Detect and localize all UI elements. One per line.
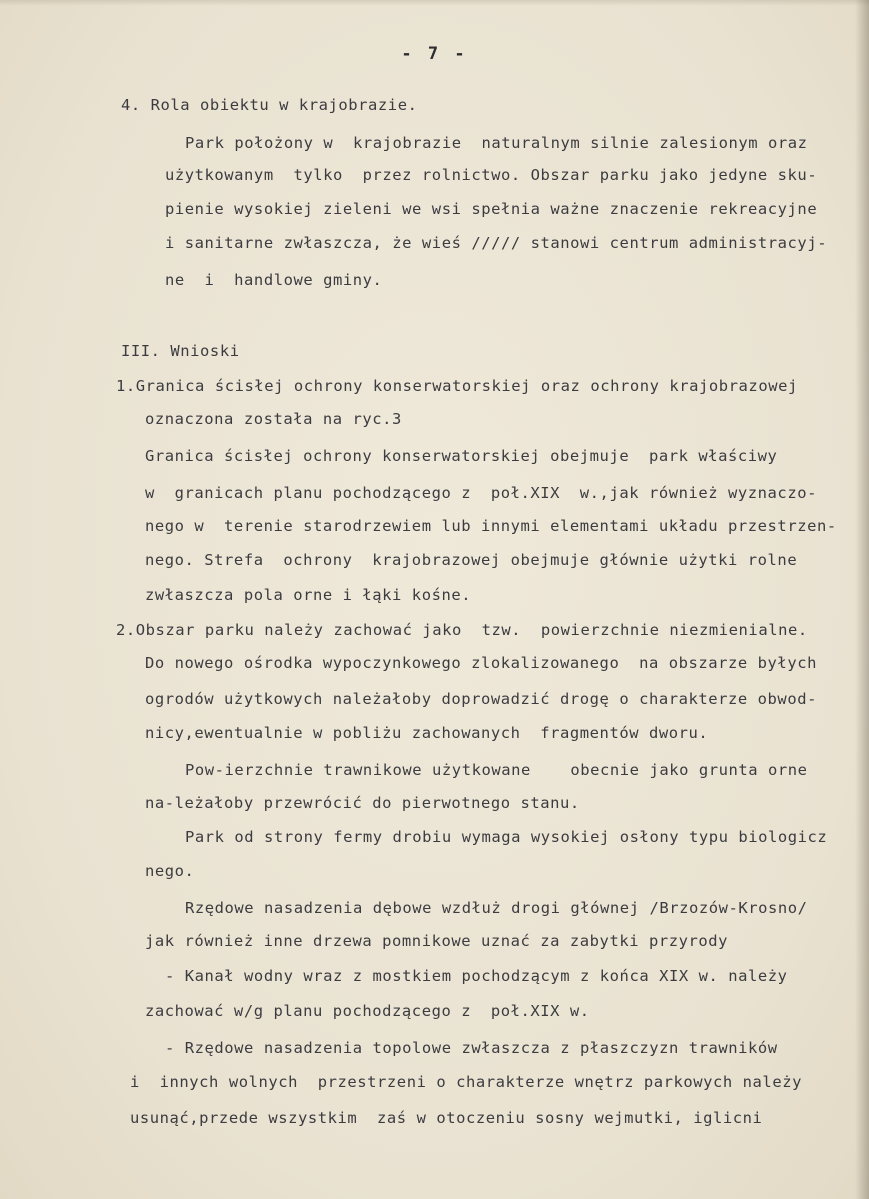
conclusions-line: jak również inne drzewa pomnikowe uznać za zabytki przyrody xyxy=(145,932,729,950)
conclusions-line: w granicach planu pochodzącego z poł.XIX w.,jak również wyznaczo- xyxy=(145,484,817,502)
conclusions-line: - Rzędowe nasadzenia topolowe zwłaszcza z płaszczyzn trawników xyxy=(165,1039,778,1057)
conclusions-line: Granica ścisłej ochrony konserwatorskiej obejmuje park właściwy xyxy=(145,447,778,465)
conclusions-line: Rzędowe nasadzenia dębowe wzdłuż drogi głównej /Brzozów-Krosno/ xyxy=(185,899,808,917)
conclusions-line: i innych wolnych przestrzeni o charakterze wnętrz parkowych należy xyxy=(130,1073,802,1091)
conclusions-line: oznaczona została na ryc.3 xyxy=(145,410,402,428)
conclusions-line: zwłaszcza pola orne i łąki kośne. xyxy=(145,586,472,604)
section-4-line: ne i handlowe gminy. xyxy=(165,271,383,289)
section-4-line: użytkowanym tylko przez rolnictwo. Obszar parku jako jedyne sku- xyxy=(165,166,818,184)
conclusions-line: zachować w/g planu pochodzącego z poł.XIX w. xyxy=(145,1002,590,1020)
conclusions-heading: III. Wnioski xyxy=(121,342,240,360)
page-right-edge-shadow xyxy=(855,0,869,1199)
page-number: - 7 - xyxy=(401,44,468,64)
conclusions-line: ogrodów użytkowych należałoby doprowadzić drogę o charakterze obwod- xyxy=(145,690,817,708)
conclusions-line: nego. Strefa ochrony krajobrazowej obejmuje głównie użytki rolne xyxy=(145,551,798,569)
section-4-line: Park położony w krajobrazie naturalnym silnie zalesionym oraz xyxy=(185,134,808,152)
conclusions-line: Do nowego ośrodka wypoczynkowego zlokalizowanego na obszarze byłych xyxy=(145,654,817,672)
conclusions-line: Pow-ierzchnie trawnikowe użytkowane obecnie jako grunta orne xyxy=(185,761,808,779)
section-4-line: pienie wysokiej zieleni we wsi spełnia ważne znaczenie rekreacyjne xyxy=(165,200,818,218)
conclusions-line: nego w terenie starodrzewiem lub innymi elementami układu przestrzen- xyxy=(145,517,837,535)
section-4-heading: 4. Rola obiektu w krajobrazie. xyxy=(121,96,418,114)
conclusions-line: nego. xyxy=(145,862,195,880)
conclusions-line: 1.Granica ścisłej ochrony konserwatorskiej oraz ochrony krajobrazowej xyxy=(116,377,798,395)
conclusions-line: Park od strony fermy drobiu wymaga wysokiej osłony typu biologicz xyxy=(185,828,828,846)
page-top-shadow xyxy=(0,0,869,6)
conclusions-line: nicy,ewentualnie w pobliżu zachowanych fragmentów dworu. xyxy=(145,724,709,742)
conclusions-line: usunąć,przede wszystkim zaś w otoczeniu sosny wejmutki, iglicni xyxy=(130,1109,763,1127)
conclusions-line: 2.Obszar parku należy zachować jako tzw. powierzchnie niezmienialne. xyxy=(116,621,808,639)
conclusions-line: na-leżałoby przewrócić do pierwotnego stanu. xyxy=(145,794,580,812)
conclusions-line: - Kanał wodny wraz z mostkiem pochodzącym z końca XIX w. należy xyxy=(165,967,788,985)
section-4-line: i sanitarne zwłaszcza, że wieś ///// stanowi centrum administracyj- xyxy=(165,234,828,252)
